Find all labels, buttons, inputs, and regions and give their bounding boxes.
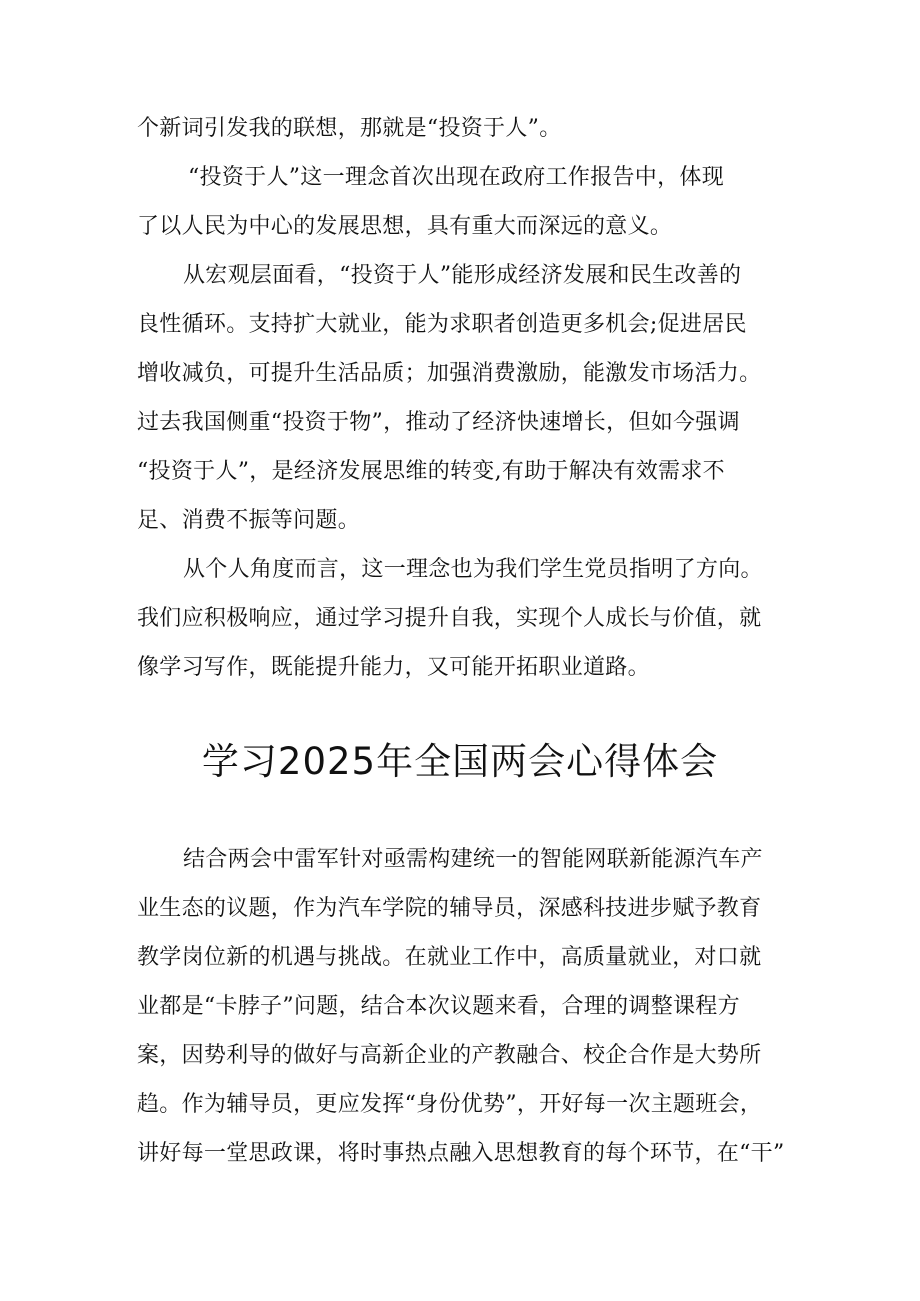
paragraph-line: 业生态的议题，作为汽车学院的辅导员，深感科技进步赋予教育 — [137, 896, 762, 921]
paragraph-line: 结合两会中雷军针对亟需构建统一的智能网联新能源汽车产 — [183, 847, 763, 872]
paragraph-line: 从宏观层面看，“投资于人”能形成经济发展和民生改善的 — [183, 263, 742, 288]
paragraph-line: 案，因势利导的做好与高新企业的产教融合、校企合作是大势所 — [137, 1043, 762, 1068]
section-heading: 学习2025年全国两会心得体会 — [201, 740, 719, 783]
paragraph-line: 讲好每一堂思政课，将时事热点融入思想教育的每个环节，在“干” — [137, 1141, 785, 1166]
paragraph-line: 教学岗位新的机遇与挑战。在就业工作中，高质量就业，对口就 — [137, 945, 762, 970]
paragraph-line: 过去我国侧重“投资于物”，推动了经济快速增长，但如今强调 — [137, 410, 740, 435]
paragraph-line: 足、消费不振等问题。 — [137, 508, 361, 533]
paragraph-line: 趋。作为辅导员，更应发挥“身份优势”，开好每一次主题班会， — [137, 1092, 763, 1117]
paragraph-line: 从个人角度而言，这一理念也为我们学生党员指明了方向。 — [183, 557, 763, 582]
paragraph-line: 增收减负，可提升生活品质；加强消费激励，能激发市场活力。 — [137, 361, 762, 386]
paragraph-line: 业都是“卡脖子”问题，结合本次议题来看，合理的调整课程方 — [137, 994, 740, 1019]
paragraph-line: 我们应积极响应，通过学习提升自我，实现个人成长与价值，就 — [137, 606, 762, 631]
paragraph-line: “投资于人”，是经济发展思维的转变,有助于解决有效需求不 — [137, 459, 725, 484]
paragraph-line: 了以人民为中心的发展思想，具有重大而深远的意义。 — [137, 214, 673, 239]
paragraph-line: “投资于人”这一理念首次出现在政府工作报告中，体现 — [188, 165, 724, 190]
paragraph-line: 个新词引发我的联想，那就是“投资于人”。 — [137, 116, 562, 141]
paragraph-line: 良性循环。支持扩大就业，能为求职者创造更多机会;促进居民 — [137, 312, 747, 337]
paragraph-line: 像学习写作，既能提升能力，又可能开拓职业道路。 — [137, 655, 650, 680]
